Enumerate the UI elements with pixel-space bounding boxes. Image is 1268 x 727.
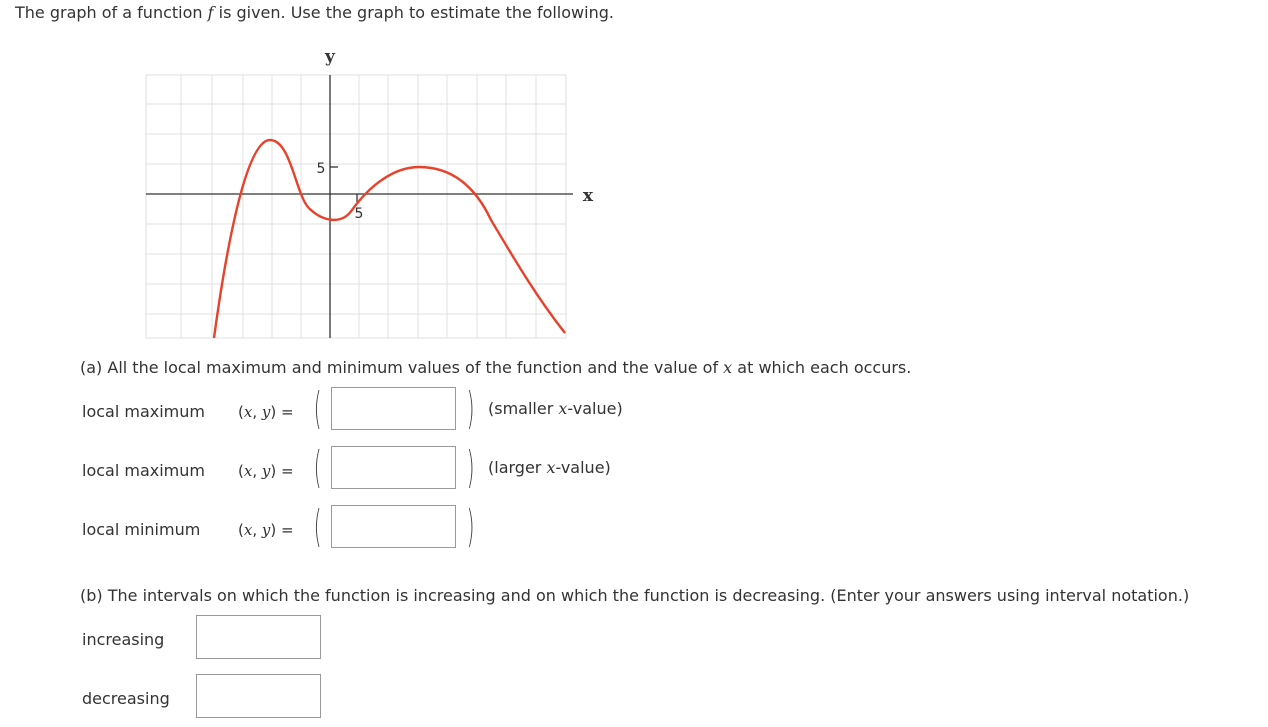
x-tick-label: 5 (354, 206, 364, 222)
local-maximum-2-input[interactable] (331, 446, 456, 489)
decreasing-input[interactable] (196, 674, 321, 718)
xy-suffix: ) = (270, 462, 294, 480)
xy-x: x (243, 403, 253, 421)
part-a-variable: x (723, 358, 733, 377)
xy-sep: , (252, 521, 262, 539)
part-a-question (80, 358, 911, 377)
y-tick-label: 5 (316, 161, 326, 177)
xy-y: y (261, 403, 271, 421)
function-curve (214, 140, 565, 338)
xy-sep: , (252, 403, 262, 421)
note-var: x (558, 399, 568, 418)
local-minimum-label: local minimum (82, 520, 201, 539)
local-maximum-1-label: local maximum (82, 402, 205, 421)
xy-sep: , (252, 462, 262, 480)
function-name: f (207, 3, 214, 22)
xy-prefix: ( (238, 403, 244, 421)
xy-y: y (261, 521, 271, 539)
close-paren: ) (466, 501, 475, 552)
intro-suffix: is given. Use the graph to estimate the following. (213, 3, 614, 22)
note-before: (larger (488, 458, 547, 477)
note-after: -value) (567, 399, 623, 418)
close-paren: ) (466, 442, 475, 493)
xy-prefix: ( (238, 462, 244, 480)
local-maximum-1-xy-label (238, 403, 294, 421)
problem-statement (15, 3, 614, 22)
local-maximum-2-label: local maximum (82, 461, 205, 480)
increasing-label: increasing (82, 630, 165, 649)
open-paren: ( (313, 383, 322, 434)
intro-prefix: The graph of a function (15, 3, 208, 22)
decreasing-label: decreasing (82, 689, 170, 708)
xy-y: y (261, 462, 271, 480)
x-axis-label: x (582, 186, 594, 206)
open-paren: ( (313, 442, 322, 493)
part-a-text-after: at which each occurs. (732, 358, 912, 377)
local-maximum-2-xy-label (238, 462, 294, 480)
xy-prefix: ( (238, 521, 244, 539)
note-before: (smaller (488, 399, 559, 418)
part-a-text-before: (a) All the local maximum and minimum values of the function and the value of (80, 358, 724, 377)
function-graph (140, 40, 610, 345)
xy-suffix: ) = (270, 521, 294, 539)
note-var: x (546, 458, 556, 477)
xy-x: x (243, 462, 253, 480)
y-axis-label: y (325, 47, 335, 67)
local-maximum-1-input[interactable] (331, 387, 456, 430)
close-paren: ) (466, 383, 475, 434)
part-b-question: (b) The intervals on which the function is increasing and on which the function is decreasing. (Enter your answers using interval notation.) (80, 586, 1190, 605)
note-after: -value) (555, 458, 611, 477)
xy-suffix: ) = (270, 403, 294, 421)
larger-x-value-note (488, 458, 611, 477)
local-minimum-xy-label (238, 521, 294, 539)
local-minimum-input[interactable] (331, 505, 456, 548)
smaller-x-value-note (488, 399, 623, 418)
increasing-input[interactable] (196, 615, 321, 659)
xy-x: x (243, 521, 253, 539)
open-paren: ( (313, 501, 322, 552)
